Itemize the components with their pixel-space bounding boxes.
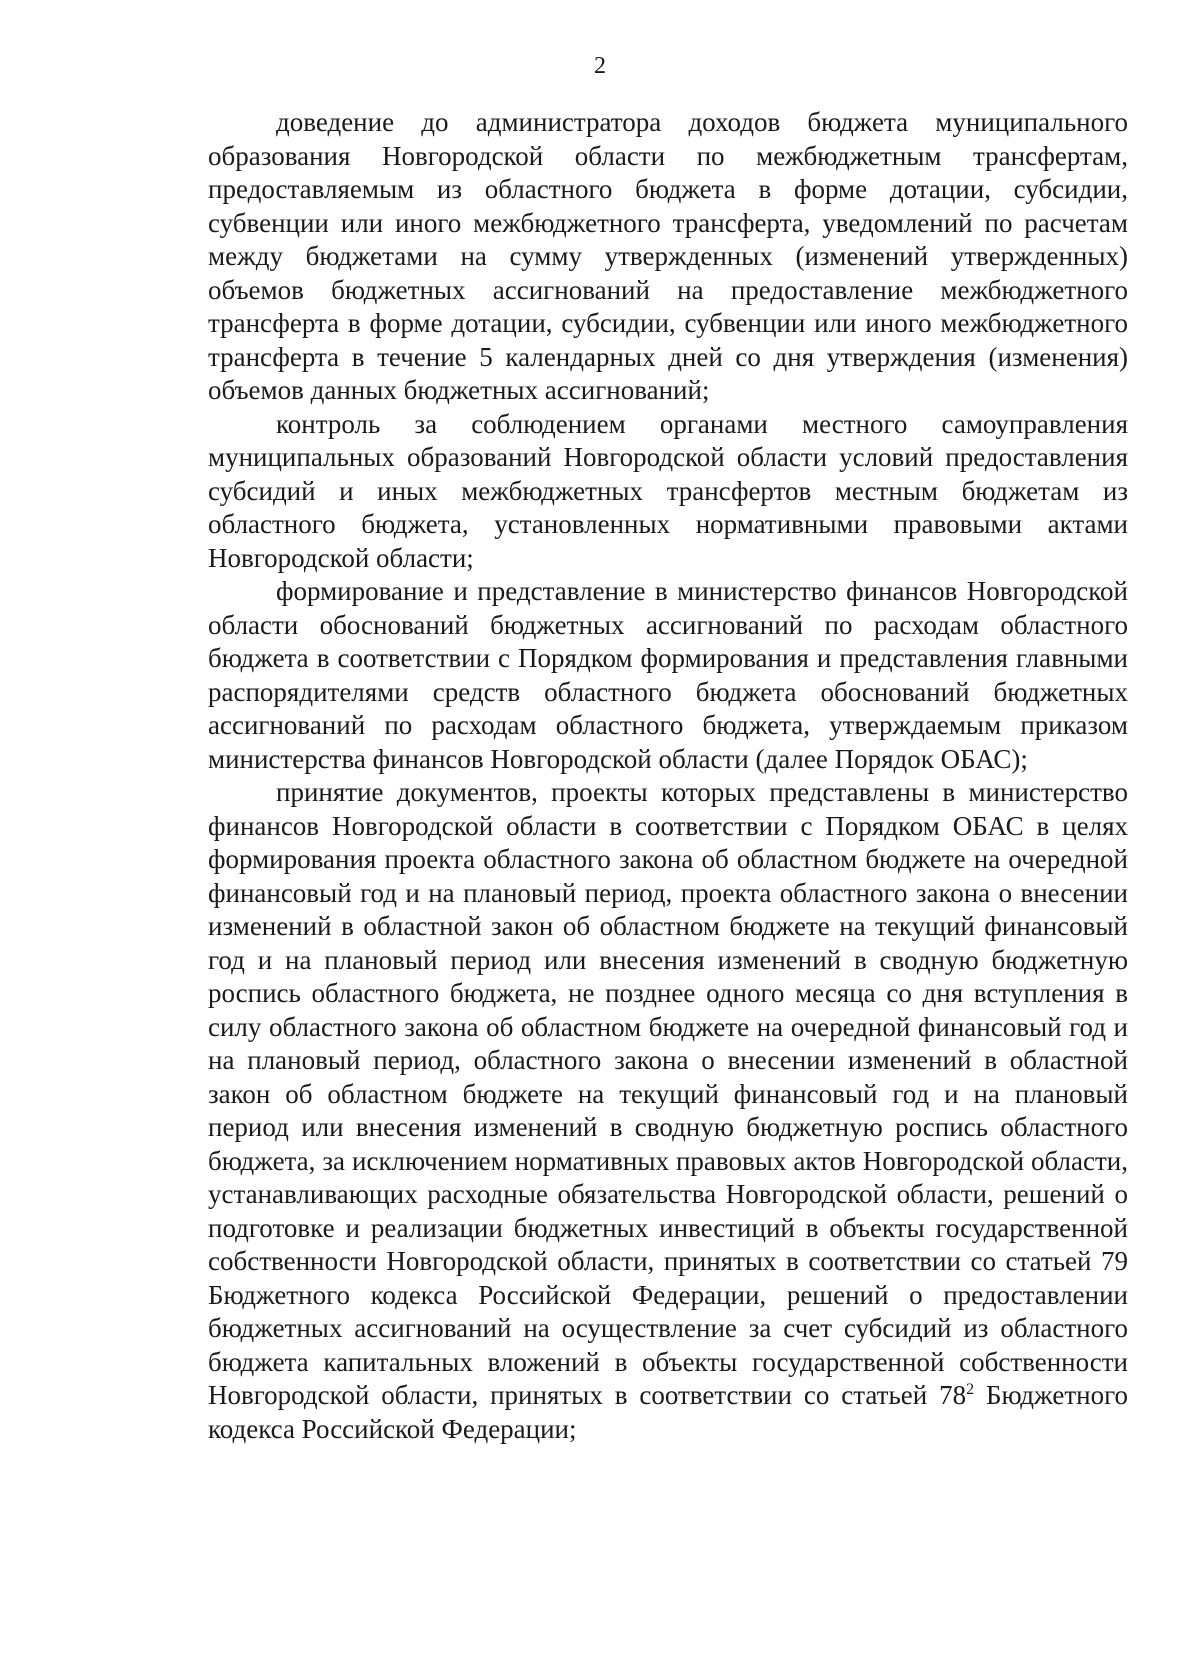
paragraph-revenue-notification: доведение до администратора доходов бюджета муниципального образования Новгородской области по межбюджетным трансфертам, предоставляемым из областного бюджета в форме дотации, субсидии, субвенции или иного межбюджетного трансферта, уведомлений по расчетам между бюджетами на сумму утвержденных (изменений утвержденных) объемов бюджетных ассигнований на предоставление межбюджетного трансферта в форме дотации, субсидии, субвенции или иного межбюджетного трансферта в течение 5 календарных дней со дня утверждения (изменения) объемов данных бюджетных ассигнований; <box>208 107 1128 405</box>
article-superscript: 2 <box>966 1381 975 1398</box>
paragraph-subsidy-control: контроль за соблюдением органами местного самоуправления муниципальных образований Новгородской области условий предоставления субсидий и иных межбюджетных трансфертов местным бюджетам из областного бюджета, установленных нормативными правовыми актами Новгородской области; <box>208 408 1128 573</box>
paragraph-document-adoption-tail: Бюджетного кодекса Российской Федерации; <box>208 1380 1128 1444</box>
document-body <box>208 106 1128 1446</box>
page-number: 2 <box>594 53 606 79</box>
paragraph-document-adoption <box>208 776 1128 1446</box>
paragraph-obas-justification: формирование и представление в министерство финансов Новгородской области обоснований бюджетных ассигнований по расходам областного бюджета в соответствии с Порядком формирования и представления главными распорядителями средств областного бюджета обоснований бюджетных ассигнований по расходам областного бюджета, утверждаемым приказом министерства финансов Новгородской области (далее Порядок ОБАС); <box>208 576 1128 774</box>
paragraph-document-adoption-text: принятие документов, проекты которых представлены в министерство финансов Новгородской области в соответствии с Порядком ОБАС в целях формирования проекта областного закона об областном бюджете на очередной финансовый год и на плановый период, проекта областного закона о внесении изменений в областной закон об областном бюджете на текущий финансовый год и на плановый период или внесения изменений в сводную бюджетную роспись областного бюджета, не позднее одного месяца со дня вступления в силу областного закона об областном бюджете на очередной финансовый год и на плановый период, областного закона о внесении изменений в областной закон об областном бюджете на текущий финансовый год и на плановый период или внесения изменений в сводную бюджетную роспись областного бюджета, за исключением нормативных правовых актов Новгородской области, устанавливающих расходные обязательства Новгородской области, решений о подготовке и реализации бюджетных инвестиций в объекты государственной собственности Новгородской области, принятых в соответствии со статьей 79 Бюджетного кодекса Российской Федерации, решений о предоставлении бюджетных ассигнований на осуществление за счет субсидий из областного бюджета капитальных вложений в объекты государственной собственности Новгородской области, принятых в соответствии со статьей 78 <box>208 777 1128 1410</box>
